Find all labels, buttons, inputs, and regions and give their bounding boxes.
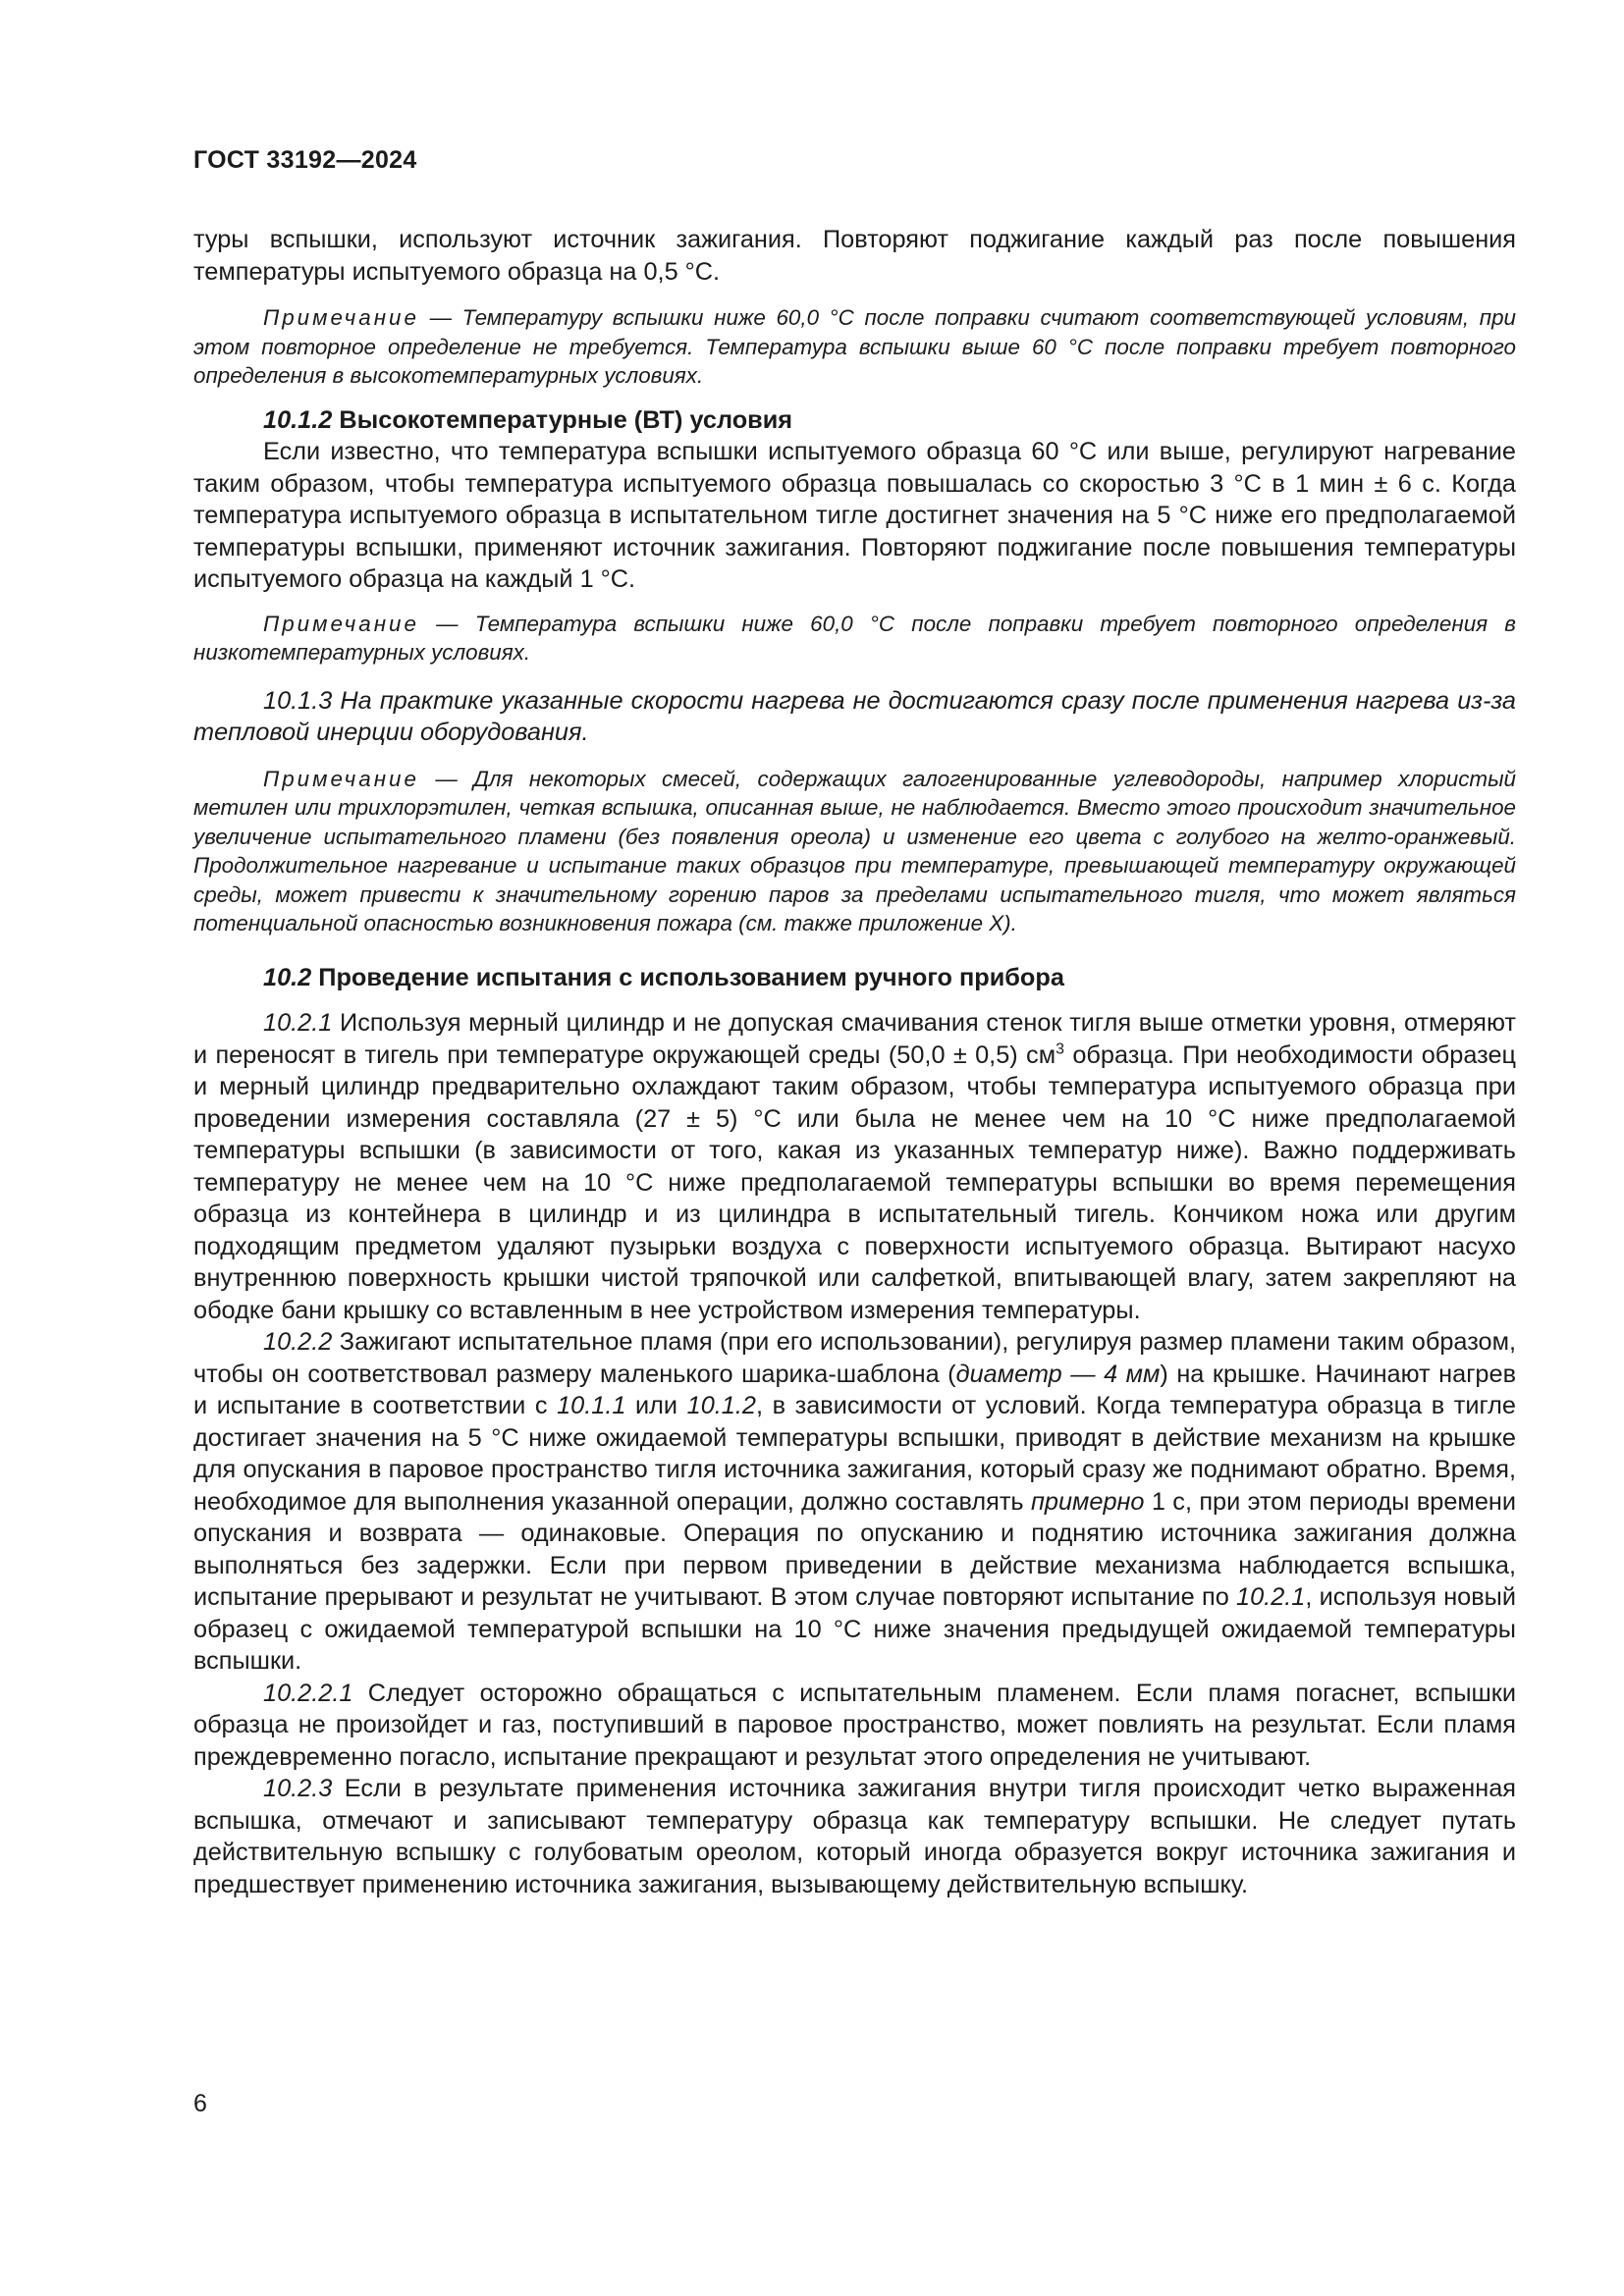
paragraph-text: образца. При необходимости образец и мерный цилиндр предварительно охлаждают таким образом, чтобы температура испытуемого образца при проведении измерения составляла (27 ± 5) °С или была не менее чем на 10 °С ниже предполагаемой температуры вспышки (в зависимости от того, какая из указанных температур ниже). Важно поддерживать температуру не менее чем на 10 °С ниже предполагаемой температуры вспышки во время перемещения образца из контейнера в цилиндр и из цилиндра в испытательный тигель. Кончиком ножа или другим подходящим предметом удаляют пузырьки воздуха с поверхности испытуемого образца. Вытирают насухо внутреннюю поверхность крышки чистой тряпочкой или салфеткой, впитывающей влагу, затем закрепляют на ободке бани крышку со вставленным в нее устройством измерения температуры. bbox=[193, 1041, 1516, 1324]
section-heading-10-2 bbox=[193, 962, 1516, 994]
paragraph-continuation: туры вспышки, используют источник зажигания. Повторяют поджигание каждый раз после повышения температуры испытуемого образца на 0,5 °С. bbox=[193, 226, 1516, 286]
section-number: 10.2 bbox=[263, 963, 312, 991]
italic-text: диаметр — 4 мм bbox=[955, 1360, 1161, 1388]
paragraph-text: Используя мерный цилиндр и не допуская смачивания стенок тигля выше отметки уровня, отмеряют и переносят в тигель при температуре окружающей среды (50,0 ± 0,5) см bbox=[193, 1009, 1516, 1069]
paragraph-10-2-2-1 bbox=[193, 1678, 1516, 1774]
note-label: Примечание bbox=[263, 611, 419, 636]
paragraph-10-2-2 bbox=[193, 1326, 1516, 1678]
note-text: — Температуру вспышки ниже 60,0 °С после поправки считают соответствующей условиям, при этом повторное определение не требуется. Температура вспышки выше 60 °С после поправки требует повторного определения в высокотемпературных условиях. bbox=[193, 305, 1516, 388]
paragraph-text: или bbox=[625, 1392, 687, 1419]
section-number: 10.1.2 bbox=[263, 405, 333, 434]
note-2 bbox=[193, 610, 1516, 667]
paragraph-text: , в зависимости от условий. Когда температура образца в тигле достигает значения на 5 °С ниже ожидаемой температуры вспышки, приводят в действие механизм на крышке для опускания в паровое пространство тигля источника зажигания, который сразу же поднимают обратно. Время, необходимое для выполнения указанной операции, должно составлять bbox=[193, 1392, 1516, 1516]
superscript: 3 bbox=[1056, 1041, 1064, 1058]
cross-reference: 10.1.2 bbox=[686, 1392, 756, 1419]
section-heading-10-1-2 bbox=[193, 404, 1516, 437]
document-header: ГОСТ 33192—2024 bbox=[193, 146, 417, 174]
paragraph-10-1-3: 10.1.3 На практике указанные скорости нагрева не достигаются сразу после применения нагрева из-за тепловой инерции оборудования. bbox=[193, 686, 1516, 746]
paragraph-text: , используя новый образец с ожидаемой температурой вспышки на 10 °С ниже значения предыдущей ожидаемой температуры вспышки. bbox=[193, 1583, 1516, 1675]
page-number: 6 bbox=[193, 2090, 207, 2117]
paragraph-10-2-1 bbox=[193, 1007, 1516, 1326]
paragraph-text: 1 с, при этом периоды времени опускания и возврата — одинаковые. Операция по опусканию и поднятию источника зажигания должна выполняться без задержки. Если при первом приведении в действие механизма наблюдается вспышка, испытание прерывают и результат не учитывают. В этом случае повторяют испытание по bbox=[193, 1487, 1516, 1611]
paragraph-text: Следует осторожно обращаться с испытательным пламенем. Если пламя погаснет, вспышки образца не произойдет и газ, поступивший в паровое пространство, может повлиять на результат. Если пламя преждевременно погасло, испытание прекращают и результат этого определения не учитывают. bbox=[193, 1679, 1516, 1771]
italic-text: примерно bbox=[1030, 1487, 1145, 1516]
note-1 bbox=[193, 303, 1516, 391]
section-title: Высокотемпературные (ВТ) условия bbox=[332, 405, 793, 434]
paragraph-text: Зажигают испытательное пламя (при его использовании), регулируя размер пламени таким образом, чтобы он соответствовал размеру маленького шарика-шаблона ( bbox=[193, 1328, 1516, 1388]
paragraph-text: ) на крышке. Начинают нагрев и испытание в соответствии с bbox=[193, 1360, 1517, 1419]
paragraph-number: 10.2.3 bbox=[263, 1775, 333, 1802]
paragraph-10-1-2: Если известно, что температура вспышки испытуемого образца 60 °С или выше, регулируют нагревание таким образом, чтобы температура испытуемого образца повышалась со скоростью 3 °С в 1 мин ± 6 с. Когда температура испытуемого образца в испытательном тигле достигнет значения на 5 °С ниже его предполагаемой температуры вспышки, применяют источник зажигания. Повторяют поджигание после повышения температуры испытуемого образца на каждый 1 °С. bbox=[193, 438, 1516, 593]
note-text: — Для некоторых смесей, содержащих галогенированные углеводороды, например хлористый метилен или трихлорэтилен, четкая вспышка, описанная выше, не наблюдается. Вместо этого происходит значительное увеличение испытательного пламени (без появления ореола) и изменение его цвета с голубого на желто-оранжевый. Продолжительное нагревание и испытание таких образцов при температуре, превышающей температуру окружающей среды, может привести к значительному горению паров за пределами испытательного тигля, что может являться потенциальной опасностью возникновения пожара (см. также приложение X). bbox=[193, 766, 1516, 935]
note-label: Примечание bbox=[263, 766, 419, 791]
paragraph-10-2-3 bbox=[193, 1773, 1516, 1900]
section-title: Проведение испытания с использованием ручного прибора bbox=[311, 963, 1064, 991]
paragraph-number: 10.2.2 bbox=[263, 1328, 333, 1356]
cross-reference: 10.1.1 bbox=[557, 1392, 626, 1419]
paragraph-number: 10.2.1 bbox=[263, 1009, 333, 1037]
note-3 bbox=[193, 765, 1516, 938]
cross-reference: 10.2.1 bbox=[1236, 1583, 1306, 1611]
page-content bbox=[193, 224, 1516, 1900]
note-text: — Температура вспышки ниже 60,0 °С после поправки требует повторного определения в низкотемпературных условиях. bbox=[193, 611, 1516, 665]
paragraph-number: 10.2.2.1 bbox=[263, 1679, 353, 1707]
note-label: Примечание bbox=[263, 305, 419, 330]
paragraph-text: Если в результате применения источника зажигания внутри тигля происходит четко выраженная вспышка, отмечают и записывают температуру образца как температуру вспышки. Не следует путать действительную вспышку с голубоватым ореолом, который иногда образуется вокруг источника зажигания и предшествует применению источника зажигания, вызывающему действительную вспышку. bbox=[193, 1775, 1516, 1898]
